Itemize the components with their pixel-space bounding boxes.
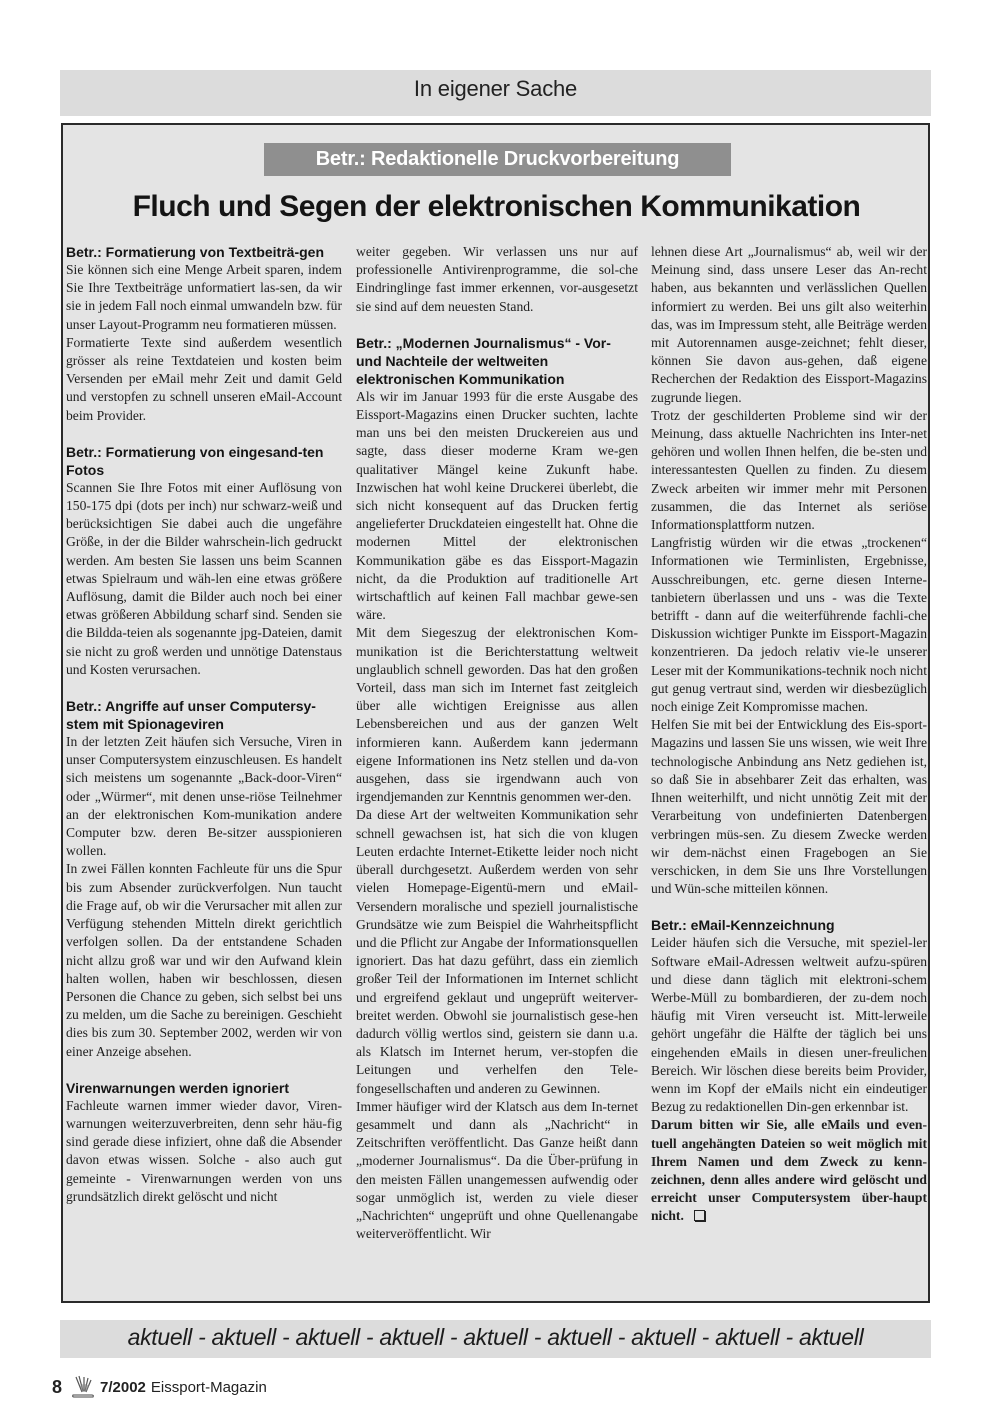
body-paragraph: Fachleute warnen immer wieder davor, Viren-warnungen weiterzuverbreiten, denn sehr häu-fig sind gerade diese infiziert, ohne daß die Absender davon etwas wissen. Solche - also auch gut gemeinte - Virenwarnungen werden von uns grundsätzlich direkt gelöscht und nicht [66,1097,342,1204]
issue-number: 7/2002 [100,1378,146,1396]
body-paragraph: Scannen Sie Ihre Fotos mit einer Auflösung von 150-175 dpi (dots per inch) nur schwarz-weiß und berücksichtigen Sie dabei auch die ungefähre Größe, in der die Bilder wahrschein-lich gedruckt werden. Am besten Sie lassen uns beim Scannen etwas Spielraum und wäh-len eine etwas größere Auflösung, damit die Bilder auch noch bei einer etwas größeren Abbildung scharf sind. Senden sie die Bildda-teien als sogenannte jpg-Dateien, damit sie nicht zu groß werden und unnötige Datenstaus und Kosten verursachen. [66,479,342,677]
body-paragraph: Mit dem Siegeszug der elektronischen Kom-munikation ist die Berichterstattung weltweit unglaublich schnell geworden. Das hat den großen Vorteil, dass man sich im Internet fast zeitgleich über alle wichtigen Ereignisse aus allen Lebensbereichen und aus der ganzen Welt informieren kann. Außerdem kann jedermann eigene Informationen ins Netz stellen und da-von ausgehen, dass sie irgendwann auch von irgendjemanden zur Kenntnis genommen wer-den. [356,625,638,805]
section-heading: Betr.: Formatierung von Textbeiträ-gen [66,244,324,260]
body-paragraph: Sie können sich eine Menge Arbeit sparen, indem Sie Ihre Textbeiträge unformatiert las-sen, da wir sie in jedem Fall noch einmal umwandeln bzw. für unser Layout-Programm neu formatieren müssen. [66,262,342,332]
section-heading: Betr.: Angriffe auf unser Computersy-stem mit Spionageviren [66,698,316,733]
closing-request-paragraph [651,1116,927,1225]
aktuell-band [60,1320,931,1358]
body-paragraph: In zwei Fällen konnten Fachleute für uns die Spur bis zum Absender zurückverfolgen. Nun taucht die Frage auf, ob wir die Verursacher mit allen zur Verfügung stehenden Mitteln direkt gerichtlich verfolgen sollen. Da der entstandene Schaden nicht allzu groß war und wir den Aufwand klein halten wollen, haben wir beschlossen, diesen Personen die Chance zu geben, sich selbst bei uns zu melden, um die Sache zu bereinigen. Geschieht dies bis zum 30. September 2002, werden wir von einer Anzeige absehen. [66,861,342,1059]
body-paragraph: Helfen Sie mit bei der Entwicklung des Eis-sport-Magazins und lassen Sie uns wissen, wie weit Ihre technologische Anbindung ans Netz gediehen ist, so daß Sie in absehbarer Zeit das erhalten, was Ihnen weiterhilft, und nicht unnötig Zeit mit der Verarbeitung von undefinierten Datenbergen verbringen müs-sen. Zu diesem Zwecke werden wir dem-nächst einen Fragebogen an Sie verschicken, in dem Sie uns Ihre Vorstellungen und Wün-sche mitteilen können. [651,717,927,897]
ice-skate-logo-icon [70,1374,96,1400]
article-column-3 [651,243,927,1226]
magazine-name: Eissport-Magazin [150,1378,267,1396]
body-paragraph: Da diese Art der weltweiten Kommunikation sehr schnell gewachsen ist, hat sich die von klugen Leuten erdachte Internet-Etikette leider noch nicht überall durchgesetzt. Außerdem werden von sehr vielen Homepage-Eigentü-mern und eMail-Versendern moralische und speziell journalistische Grundsätze wie zum Beispiel die Wahrheitspflicht und die Pflicht zur Angabe der Informationsquellen ignoriert. Das hat dazu geführt, dass ein ziemlich großer Teil der Informationen im Internet schlicht und ergreifend geklaut und ungeprüft weiterver-breitet werden. Obwohl sie journalistisch gese-hen dadurch völlig wertlos sind, geistern sie dann u.a. als Klatsch im Internet herum, ver-stopfen die Leitungen und verhelfen den Tele-fongesellschaften und anderen zu Gewinnen. [356,807,638,1096]
article-headline: Fluch und Segen der elektronischen Kommunikation [132,190,861,223]
article-column-2 [356,243,638,1243]
page-number: 8 [52,1376,63,1397]
section-gap [66,679,342,697]
section-heading: Betr.: „Modernen Journalismus“ - Vor- und Nachteile der weltweiten elektronischen Kommunikation [356,334,611,387]
body-paragraph: weiter gegeben. Wir verlassen uns nur auf professionelle Antivirenprogramme, die sol-che Eindringlinge fast immer erkennen, vor-ausgesetzt sie sind auf dem neuesten Stand. [356,244,638,314]
end-of-article-box-icon [694,1210,705,1221]
body-paragraph: lehnen diese Art „Journalismus“ ab, weil wir der Meinung sind, dass unsere Leser das An-recht haben, aus bekannten und verlässlichen Quellen informiert zu werden. Bei uns gilt also weiterhin das, was im Impressum steht, alle Beiträge werden mit Autorennamen ausge-zeichnet; fehlt dieser, können Sie davon aus-gehen, daß eigene Recherchen der Redaktion des Eissport-Magazins zugrunde liegen. [651,244,927,405]
section-heading: Betr.: Formatierung von eingesand-ten Fotos [66,443,324,478]
section-gap [356,316,638,334]
body-paragraph: Leider häufen sich die Versuche, mit speziel-ler Software eMail-Adressen weltweit aufzu-spüren und diese dann täglich mit elektroni-schem Werbe-Müll zu bombardieren, der zu-dem noch häufig mit Viren verseucht ist. Mitt-lerweile gehört ungefähr die Hälfte der täglich bei uns eingehenden eMails in diesen uner-freulichen Bereich. Wir löschen diese bereits beim Provider, wenn im Kopf der eMails nicht ein eindeutiger Bezug zu redaktionellen Din-gen erkennbar ist. [651,935,927,1115]
body-paragraph: Formatierte Texte sind außerdem wesentlich grösser als reine Textdateien und kosten beim Versenden per eMail mehr Zeit und damit Geld und verstopfen zu schnell unseren eMail-Account beim Provider. [66,334,342,423]
section-gap [66,1061,342,1079]
section-heading: Betr.: eMail-Kennzeichnung [651,917,835,934]
section-label: In eigener Sache [413,76,578,101]
article-column-1 [66,243,342,1206]
body-paragraph: Als wir im Januar 1993 für die erste Ausgabe des Eissport-Magazins einen Drucker suchten, lachte man uns bei den meisten Druckereien aus und sagte, dass dieser moderne Kram we-gen qualitativer Mängel keine Zukunft habe. Inzwischen hat wohl keine Druckerei überlebt, die sich nicht konsequent auf das Drucken fertig angelieferter Druckdateien eingestellt hat. Ohne die modernen Mittel der elektronischen Kommunikation gäbe es das Eissport-Magazin nicht, da die Produktion auf traditionelle Art wirtschaftlich auf keinen Fall machbar gewe-sen wäre. [356,388,638,623]
closing-request-text: Darum bitten wir Sie, alle eMails und even-tuell angehängten Dateien so weit möglich mit Ihrem Namen und dem Zweck zu kenn-zeichnen, denn alles andere wird gelöscht und erreicht unser Computersystem über-haupt nicht. [651,1117,927,1224]
section-band [60,70,931,116]
page-footer [52,1374,267,1400]
body-paragraph: Immer häufiger wird der Klatsch aus dem In-ternet gesammelt und dann als „Nachricht“ in Zeitschriften veröffentlicht. Das Ganze heißt dann „moderner Journalismus“. Da die Über-prüfung in den meisten Fällen unangemessen aufwendig oder sogar unmöglich ist, werden zu viele dieser „Nachrichten“ ungeprüft und ohne Quellenangabe weiterveröffentlicht. Wir [356,1098,638,1242]
body-paragraph: Langfristig würden wir die etwas „trockenen“ Informationen wie Terminlisten, Ergebnisse, Ausschreibungen, etc. gerne diesen Interne-tanbietern überlassen und uns - was die Texte betrifft - dann auf die weiterführende fachli-che Diskussion wichtiger Punkte im Eissport-Magazin konzentrieren. Da jedoch relativ vie-le unserer Leser mit der Kommunikations-technik noch nicht gut genug vertraut sind, werden wir diesbezüglich noch einige Zeit Kompromisse machen. [651,535,927,715]
body-paragraph: In der letzten Zeit häufen sich Versuche, Viren in unser Computersystem einzuschleusen. Es handelt sich meistens um sogenannte „Back-door-Viren“ oder „Würmer“, mit denen unse-riöse Teilnehmer an der elektronischen Kom-munikation andere Computer bzw. deren Be-sitzer ausspionieren wollen. [66,734,342,859]
article-kicker: Betr.: Redaktionelle Druckvorbereitung [264,143,731,176]
section-gap [66,425,342,443]
section-heading: Virenwarnungen werden ignoriert [66,1079,290,1096]
body-paragraph: Trotz der geschilderten Probleme sind wir der Meinung, dass aktuelle Nachrichten ins Inter-net gehören und wollen Ihnen helfen, die be-sten und interessantesten Quellen zu finden. Zu diesem Zweck arbeiten wir immer mehr mit Personen zusammen, die das Internet als seriöse Informationsplattform nutzen. [651,407,927,533]
section-gap [651,898,927,916]
aktuell-label: aktuell - aktuell - aktuell - aktuell - aktuell - aktuell - aktuell - aktuell - aktuell [127,1324,864,1350]
